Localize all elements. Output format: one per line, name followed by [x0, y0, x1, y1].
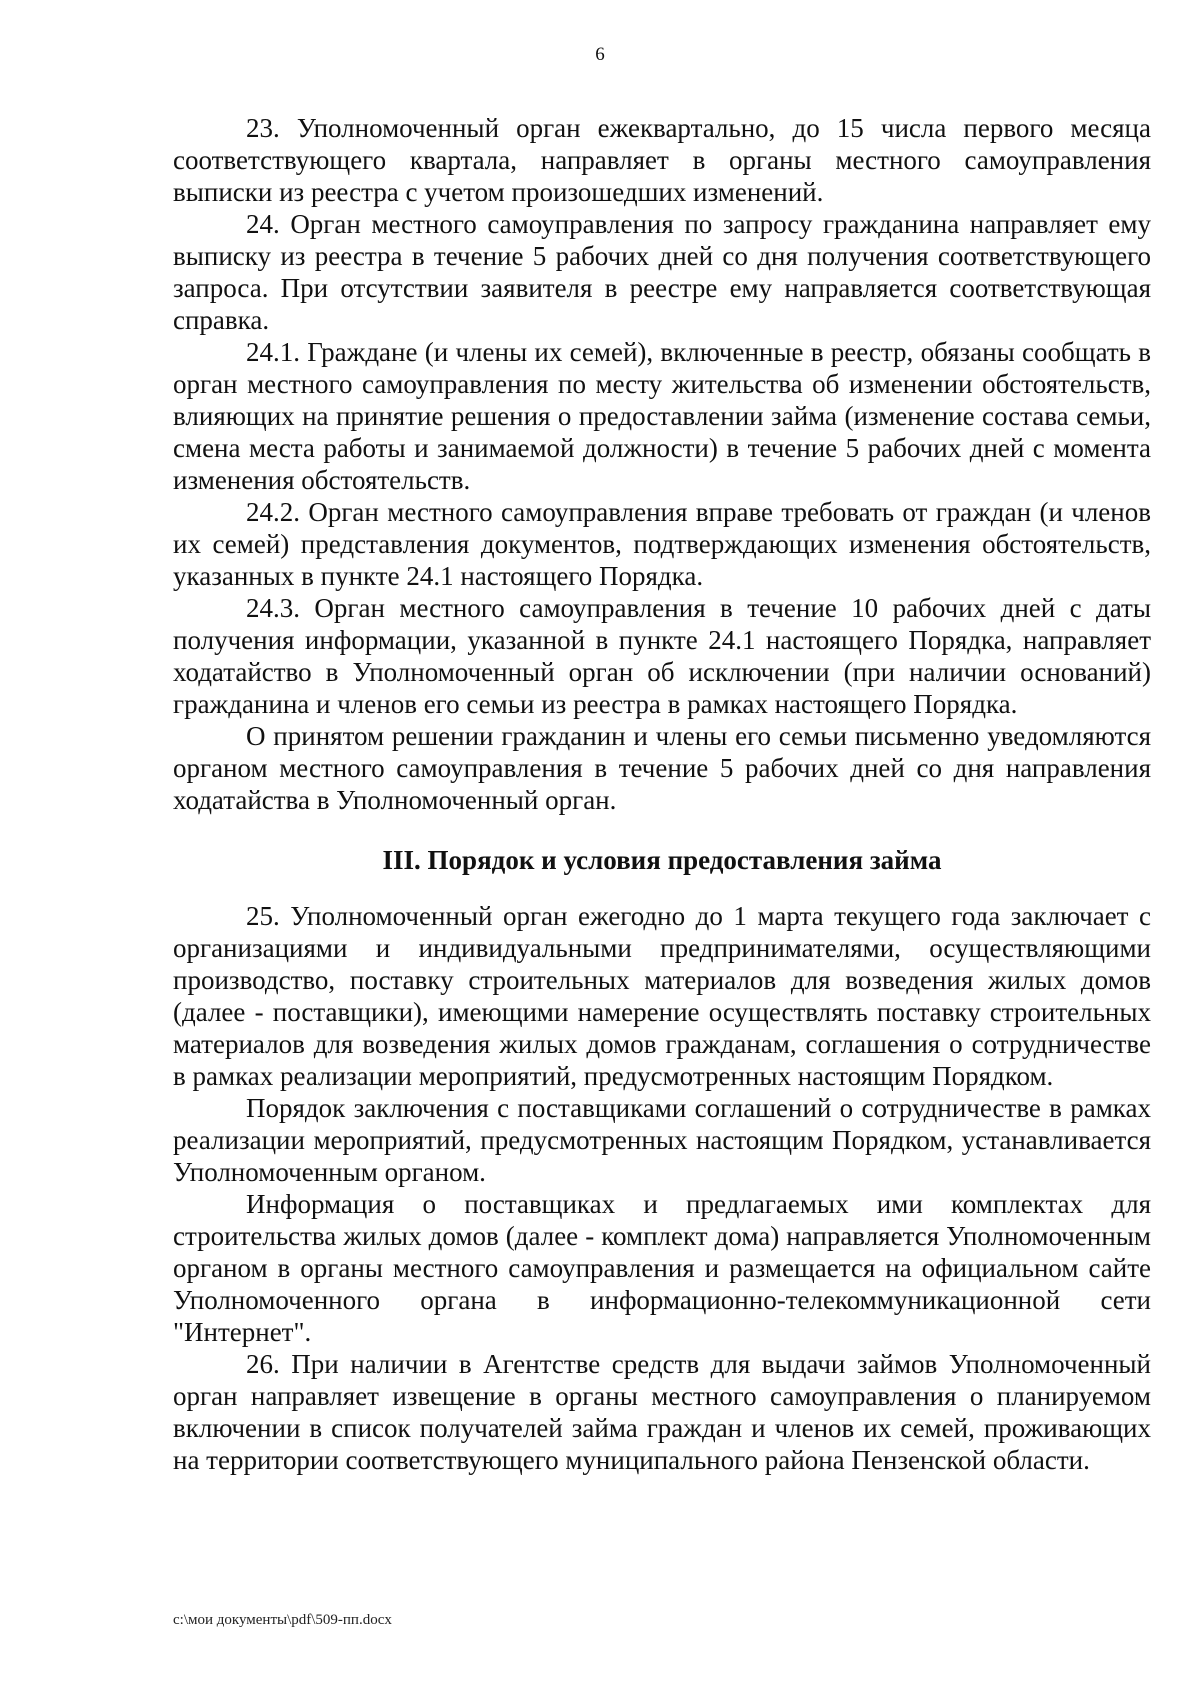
paragraph-25-information: Информация о поставщиках и предлагаемых ими комплектах для строительства жилых домов (далее - комплект дома) направляется Уполномоченным органом в органы местного самоуправления и размещается на официальном сайте Уполномоченного органа в информационно-телекоммуникационной сети "Интернет". — [173, 1189, 1151, 1347]
footer-file-path: c:\мои документы\pdf\509-пп.docx — [173, 1612, 392, 1628]
paragraph-25: 25. Уполномоченный орган ежегодно до 1 марта текущего года заключает с организациями и индивидуальными предпринимателями, осуществляющими производство, поставку строительных материалов для возведения жилых домов (далее - поставщики), имеющими намерение осуществлять поставку строительных материалов для возведения жилых домов гражданам, соглашения о сотрудничестве в рамках реализации мероприятий, предусмотренных настоящим Порядком. — [173, 901, 1151, 1091]
paragraph-26: 26. При наличии в Агентстве средств для выдачи займов Уполномоченный орган направляет извещение в органы местного самоуправления о планируемом включении в список получателей займа граждан и членов их семей, проживающих на территории соответствующего муниципального района Пензенской области. — [173, 1349, 1151, 1475]
paragraph-25-agreements: Порядок заключения с поставщиками соглашений о сотрудничестве в рамках реализации мероприятий, предусмотренных настоящим Порядком, устанавливается Уполномоченным органом. — [173, 1093, 1151, 1187]
paragraph-24-3: 24.3. Орган местного самоуправления в течение 10 рабочих дней с даты получения информации, указанной в пункте 24.1 настоящего Порядка, направляет ходатайство в Уполномоченный орган об исключении (при наличии оснований) гражданина и членов его семьи из реестра в рамках настоящего Порядка. — [173, 593, 1151, 719]
page-number: 6 — [595, 44, 605, 65]
paragraph-24-3-notice: О принятом решении гражданин и члены его семьи письменно уведомляются органом местного самоуправления в течение 5 рабочих дней со дня направления ходатайства в Уполномоченный орган. — [173, 721, 1151, 815]
paragraph-24: 24. Орган местного самоуправления по запросу гражданина направляет ему выписку из реестра в течение 5 рабочих дней со дня получения соответствующего запроса. При отсутствии заявителя в реестре ему направляется соответствующая справка. — [173, 209, 1151, 335]
paragraph-24-2: 24.2. Орган местного самоуправления вправе требовать от граждан (и членов их семей) представления документов, подтверждающих изменения обстоятельств, указанных в пункте 24.1 настоящего Порядка. — [173, 497, 1151, 591]
document-body — [173, 112, 1151, 1476]
paragraph-23: 23. Уполномоченный орган ежеквартально, до 15 числа первого месяца соответствующего квартала, направляет в органы местного самоуправления выписки из реестра с учетом произошедших изменений. — [173, 113, 1151, 207]
section-heading: III. Порядок и условия предоставления займа — [382, 845, 942, 875]
paragraph-24-1: 24.1. Граждане (и члены их семей), включенные в реестр, обязаны сообщать в орган местного самоуправления по месту жительства об изменении обстоятельств, влияющих на принятие решения о предоставлении займа (изменение состава семьи, смена места работы и занимаемой должности) в течение 5 рабочих дней с момента изменения обстоятельств. — [173, 337, 1151, 495]
